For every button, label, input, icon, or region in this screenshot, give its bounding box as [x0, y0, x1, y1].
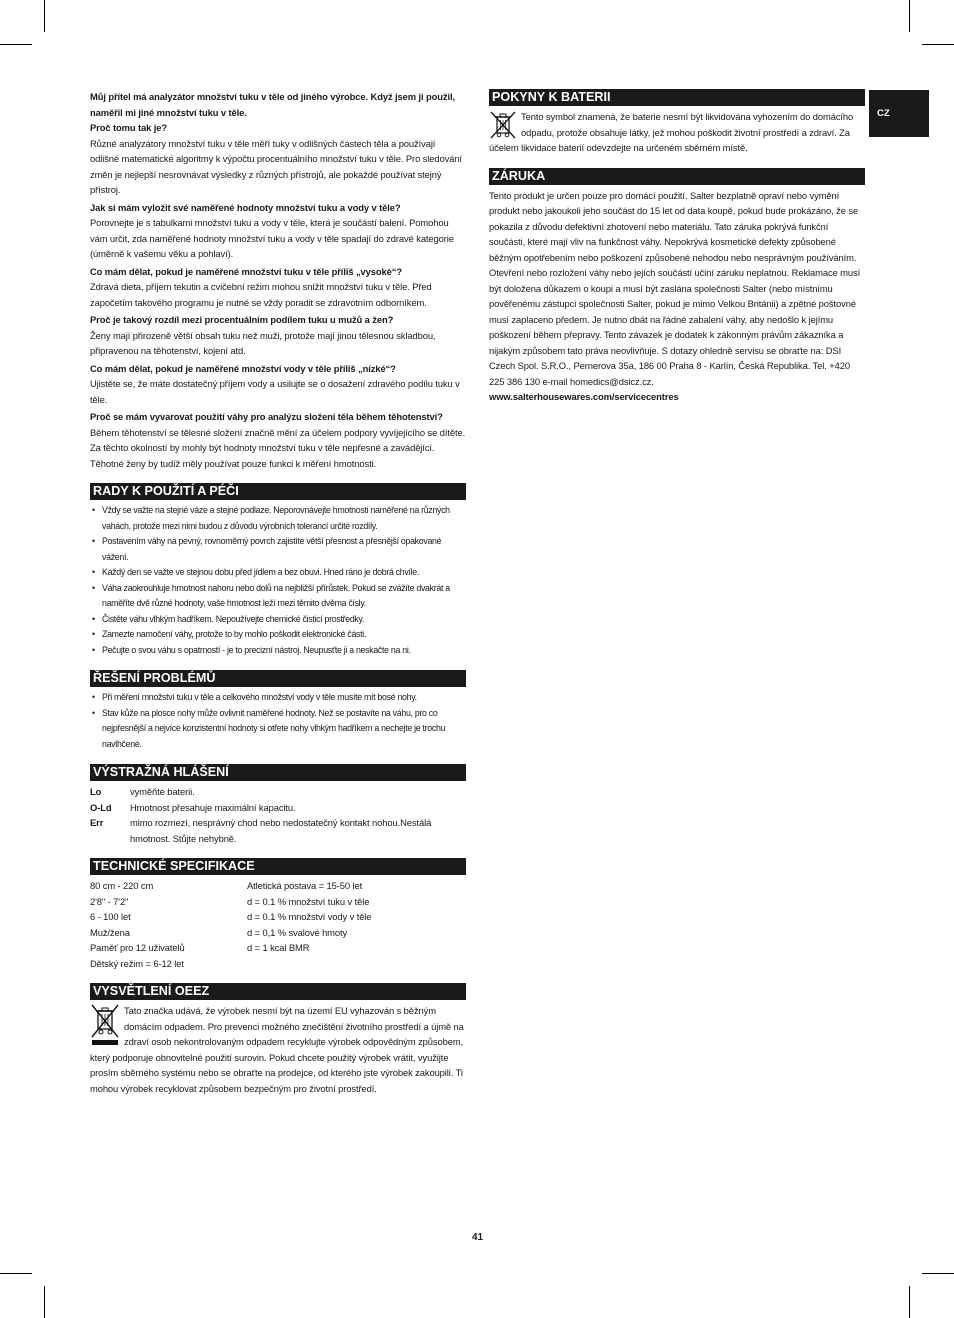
- list-item: • Zamezte namočení váhy, protože to by mohlo poškodit elektronické části.: [90, 627, 466, 643]
- faq-answer: Ujistěte se, že máte dostatečný příjem vody a usilujte se o dosažení zdravého podílu tuku v těle.: [90, 378, 460, 405]
- warning-code: Err: [90, 817, 104, 828]
- spec-value: 80 cm - 220 cm: [90, 880, 154, 891]
- right-column: [489, 89, 865, 405]
- battery-text: Tento symbol znamená, že baterie nesmí být likvidována vyhozením do domácího odpadu, protože obsahuje látky, jež mohou poškodit životní prostředí a zdraví. Za účelem likvidace baterií odevzdejte na určeném sběrném místě.: [489, 111, 854, 153]
- list-item: • Každý den se važte ve stejnou dobu před jídlem a bez obuvi. Hned ráno je dobrá chvíle.: [90, 565, 466, 581]
- faq-item: [90, 89, 466, 198]
- section-title-care: RADY K POUŽITÍ A PÉČI: [90, 483, 466, 500]
- section-title-warnings: VÝSTRAŽNÁ HLÁŠENÍ: [90, 764, 466, 781]
- warning-row: [90, 800, 466, 816]
- faq-item: [90, 409, 466, 471]
- faq-answer: Porovnejte je s tabulkami množství tuku a vody v těle, která je součástí balení. Pomohou vám určit, zda naměřené hodnoty množství tuku a vody v těle spadají do zdravé kategorie (úměrně k vašemu věku a pohlaví).: [90, 217, 454, 259]
- troubleshooting-list: [90, 690, 466, 752]
- section-title-specs: TECHNICKÉ SPECIFIKACE: [90, 858, 466, 875]
- spec-value: 6 - 100 let: [90, 911, 131, 922]
- crop-mark: [922, 1273, 954, 1274]
- faq-answer: Během těhotenství se tělesné složení značně mění za účelem podpory vyvíjejícího se dítěte. Za těchto okolností by mohly být hodnoty množství tuku v těle nepřesné a zavádějící. Těhotné ženy by tudíž měly používat pouze funkci k měření hmotnosti.: [90, 426, 466, 469]
- warning-list: [90, 784, 466, 846]
- list-item: • Váha zaokrouhluje hmotnost nahoru nebo dolů na nejbližší přírůstek. Pokud se zvážíte dvakrát a naměříte dvě různé hodnoty, vaše hmotnost leží mezi těmito dvěma čísly.: [90, 581, 466, 612]
- section-title-weee: VYSVĚTLENÍ OEEZ: [90, 983, 466, 1000]
- spec-value: Atletická postava = 15-50 let: [247, 880, 363, 891]
- section-title-troubleshooting: ŘEŠENÍ PROBLÉMŮ: [90, 670, 466, 687]
- care-list: [90, 503, 466, 658]
- faq-question: Proč tomu tak je?: [90, 122, 167, 133]
- spec-value: d = 0.1 % množství tuku v těle: [247, 895, 370, 907]
- battery-block: [489, 109, 865, 156]
- warning-text: Hmotnost přesahuje maximální kapacitu.: [130, 801, 296, 813]
- language-tab: CZ: [869, 90, 929, 137]
- weee-block: [90, 1003, 466, 1096]
- faq-item: [90, 200, 466, 262]
- spec-value: d = 0.1 % množství vody v těle: [247, 911, 372, 922]
- specs-column-left: [90, 878, 247, 971]
- left-column: [90, 89, 466, 1096]
- warning-code: Lo: [90, 786, 102, 797]
- crop-mark: [922, 44, 954, 45]
- specs-table: [90, 878, 466, 971]
- faq-item: [90, 312, 466, 359]
- section-title-battery: POKYNY K BATERII: [489, 89, 865, 106]
- warning-row: [90, 784, 466, 800]
- crop-mark: [44, 1286, 45, 1318]
- service-link[interactable]: www.salterhousewares.com/servicecentres: [489, 391, 679, 402]
- warranty-text: Tento produkt je určen pouze pro domácí použití. Salter bezplatně opraví nebo vymění produkt nebo jakoukoli jeho součást do 15 let od data koupě, pokud bude prokázáno, že se pokazila z důvodu defektivní zhotovení nebo materiálu. Tato záruka pokrývá funkční součásti, které mají vliv na funkčnost váhy. Nepokrývá kosmetické defekty způsobené běžným opotřebením nebo poškození způsobené nehodou nebo nesprávným používáním. Otevření nebo rozložení váhy nebo jejích součástí učiní záruku neplatnou. Reklamace musí být doložena důkazem o koupi a musí být zaslána společnosti Salter (nebo místnímu pověřenému zástupci společnosti Salter, pokud je mimo Velkou Británii) a zpětné poštovné musí zaplaceno předem. Je nutno dbát na řádné zabalení váhy, aby nedošlo k jejímu poškození během přepravy. Tento závazek je dodatek k zákonným právům zákazníka a nijakým způsobem tato práva neovlivňuje. S dotazy ohledně servisu se obraťte na: DSI Czech Spol. S.R.O., Pernerova 35a, 186 00 Praha 8 - Karlín, Česká Republika. Tel. +420 225 386 130 e-mail homedics@dsicz.cz.: [489, 189, 861, 387]
- faq-answer: Různé analyzátory množství tuku v těle měří tuky v odlišných částech těla a používají odlišné matematické algoritmy k výpočtu procentuálního množství tuku v těle. Pro sledování změn je nejlepší nesrovnávat výsledky z různých přístrojů, ale pokaždé používat stejný přístroj.: [90, 137, 462, 195]
- faq-question: Jak si mám vyložit své naměřené hodnoty množství tuku a vody v těle?: [90, 201, 401, 213]
- faq-answer: Ženy mají přirozeně větší obsah tuku než muži, protože mají jinou tělesnou skladbou, připravenou na těhotenství, kojení atd.: [90, 329, 436, 356]
- faq-question: Co mám dělat, pokud je naměřené množství tuku v těle příliš „vysoké“?: [90, 265, 402, 277]
- spec-value: Dětský režim = 6-12 let: [90, 957, 184, 969]
- spec-value: Muž/žena: [90, 926, 130, 938]
- specs-column-right: [247, 878, 404, 971]
- faq-question: Proč je takový rozdíl mezi procentuálním podílem tuku u mužů a žen?: [90, 314, 394, 325]
- faq-question: Proč se mám vyvarovat použití váhy pro analýzu složení těla během těhotenství?: [90, 411, 443, 422]
- warning-text: vyměňte baterii.: [130, 786, 195, 797]
- list-item: • Čistěte váhu vlhkým hadříkem. Nepoužívejte chemické čisticí prostředky.: [90, 612, 466, 628]
- section-title-warranty: ZÁRUKA: [489, 168, 865, 185]
- weee-text: Tato značka udává, že výrobek nesmí být na území EU vyhazován s běžným domácím odpadem. Pro prevenci možného znečištění životního prostředí a újmě na zdraví osob nekontrolovaným odpadem recyklujte výrobek odpovědným způsobem, který podporuje obnovitelné použití surovin. Pokud chcete použitý výrobek vrátit, využijte prosím sběrného systému nebo se obraťte na prodejce, od kterého jste výrobek zakoupili. Ti mohou výrobek recyklovat způsobem bezpečným pro životní prostředí.: [90, 1005, 464, 1094]
- list-item: • Při měření množství tuku v těle a celkového množství vody v těle musíte mít bosé nohy.: [90, 690, 466, 706]
- spec-value: d = 0,1 % svalové hmoty: [247, 926, 348, 938]
- spec-value: d = 1 kcal BMR: [247, 942, 310, 953]
- faq-question: Můj přítel má analyzátor množství tuku v těle od jiného výrobce. Když jsem ji použil, naměřil mi jiné množství tuku v těle.: [90, 91, 456, 118]
- list-item: • Vždy se važte na stejné váze a stejné podlaze. Neporovnávejte hmotnosti naměřené na různých vahách, protože mezi nimi budou z důvodu výrobních tolerancí určité rozdíly.: [90, 503, 466, 534]
- weee-bar: [92, 1040, 118, 1045]
- warning-code: O-Ld: [90, 801, 112, 813]
- crossed-bin-icon: [90, 1003, 122, 1049]
- spec-value: Paměť pro 12 uživatelů: [90, 942, 185, 953]
- page-number: 41: [472, 1232, 484, 1243]
- faq-answer: Zdravá dieta, příjem tekutin a cvičební režim mohou snížit množství tuku v těle. Před započetím takového programu je nutné se vždy poradit se zdravotním odborníkem.: [90, 281, 432, 308]
- faq-question: Co mám dělat, pokud je naměřené množství vody v těle příliš „nízké“?: [90, 362, 396, 374]
- faq-item: [90, 264, 466, 311]
- list-item: • Pečujte o svou váhu s opatrností - je to precizní nástroj. Neupusťte ji a neskačte na ni.: [90, 643, 466, 659]
- spec-value: 2'8" - 7'2": [90, 895, 129, 907]
- crop-mark: [0, 1273, 32, 1274]
- crossed-bin-icon: [489, 110, 517, 140]
- warning-row: [90, 815, 466, 846]
- crop-mark: [909, 0, 910, 32]
- faq-item: [90, 361, 466, 408]
- crop-mark: [0, 44, 32, 45]
- crop-mark: [44, 0, 45, 32]
- list-item: • Stav kůže na plosce nohy může ovlivnit naměřené hodnoty. Než se postavíte na váhu, pro co nejpřesnější a nejvíce konzistentní hodnoty si otřete nohy vlhkým hadříkem a nechejte je trochu navlhčené.: [90, 706, 466, 753]
- list-item: • Postavením váhy na pevný, rovnoměrný povrch zajistíte větší přesnost a přesnější opakované vážení.: [90, 534, 466, 565]
- warning-text: mimo rozmezí, nesprávný chod nebo nedostatečný kontakt nohou.Nestálá hmotnost. Stůjte nehybně.: [130, 817, 432, 844]
- crop-mark: [909, 1286, 910, 1318]
